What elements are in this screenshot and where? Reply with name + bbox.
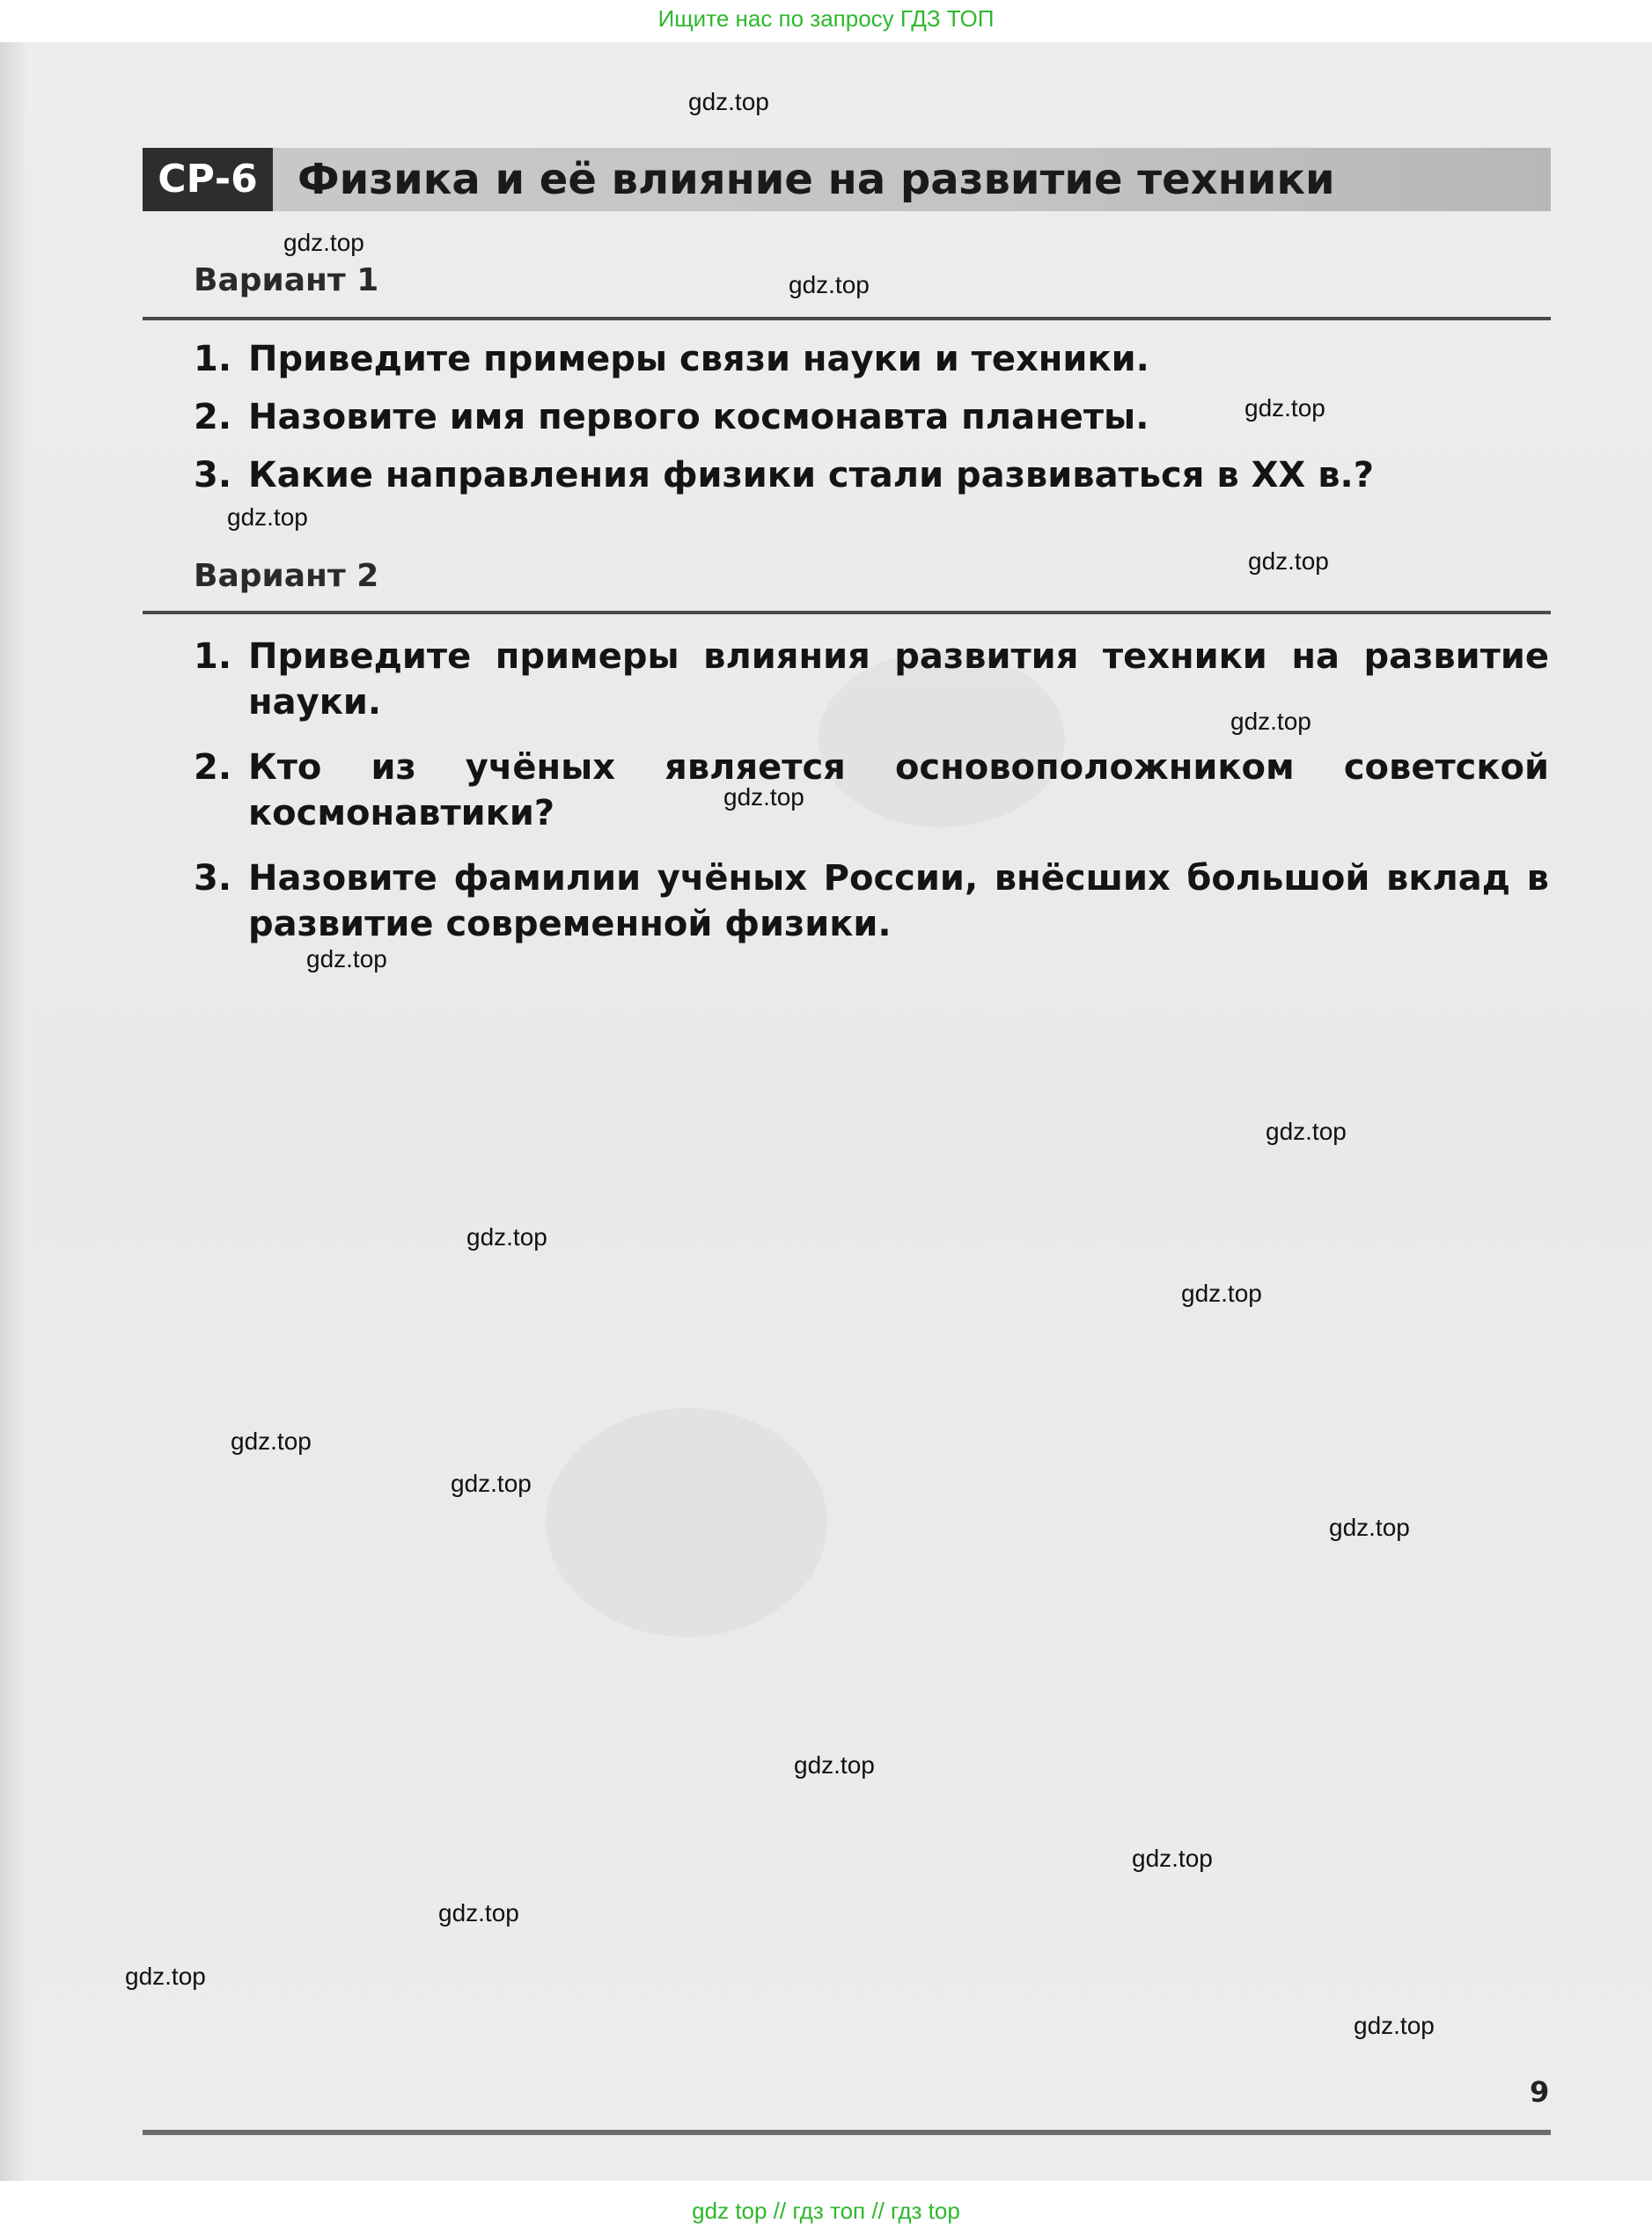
watermark: gdz.top	[1132, 1845, 1213, 1872]
watermark: gdz.top	[438, 1899, 519, 1926]
question-item	[194, 745, 1549, 836]
watermark: gdz.top	[466, 1223, 547, 1251]
variant-1-divider	[143, 317, 1551, 320]
bottom-rule	[143, 2130, 1551, 2135]
bottom-banner[interactable]: gdz top // гдз топ // гдз top	[0, 2191, 1652, 2231]
variant-1-title: Вариант 1	[194, 262, 379, 298]
page-edge-shadow	[0, 42, 26, 2181]
variant-2-title: Вариант 2	[194, 558, 379, 594]
question-text: Приведите примеры влияния развития техники на развитие науки.	[248, 636, 1549, 723]
question-number: 2.	[194, 747, 232, 788]
section-title: Физика и её влияние на развитие техники	[297, 155, 1335, 204]
show-through-blob	[546, 1408, 827, 1637]
question-item	[194, 394, 1549, 440]
watermark: gdz.top	[1248, 547, 1329, 575]
watermark: gdz.top	[283, 229, 364, 256]
watermark: gdz.top	[688, 88, 769, 115]
watermark: gdz.top	[451, 1470, 532, 1497]
question-text: Назовите имя первого космонавта планеты.	[248, 397, 1149, 437]
variant-2-divider	[143, 611, 1551, 614]
watermark: gdz.top	[1230, 708, 1311, 735]
watermark: gdz.top	[1181, 1280, 1262, 1307]
question-text: Назовите фамилии учёных России, внёсших большой вклад в развитие современной физики.	[248, 858, 1549, 944]
section-code-badge: СР-6	[143, 148, 273, 211]
question-number: 3.	[194, 858, 232, 899]
watermark: gdz.top	[1266, 1118, 1347, 1145]
variant-2-questions	[194, 634, 1549, 947]
watermark: gdz.top	[227, 503, 308, 531]
watermark: gdz.top	[1354, 2012, 1435, 2039]
watermark: gdz.top	[1245, 394, 1325, 422]
question-number: 1.	[194, 636, 232, 677]
question-number: 3.	[194, 455, 232, 495]
question-number: 2.	[194, 397, 232, 437]
question-text: Какие направления физики стали развиваться в XX в.?	[248, 455, 1374, 495]
watermark: gdz.top	[723, 783, 804, 811]
page-number: 9	[1530, 2075, 1550, 2109]
watermark: gdz.top	[306, 945, 387, 972]
watermark: gdz.top	[1329, 1514, 1410, 1541]
watermark: gdz.top	[789, 271, 870, 298]
variant-1-questions	[194, 336, 1549, 498]
watermark: gdz.top	[231, 1427, 312, 1455]
watermark: gdz.top	[125, 1963, 206, 1990]
question-item	[194, 634, 1549, 725]
watermark: gdz.top	[794, 1751, 875, 1779]
question-text: Кто из учёных является основоположником советской космонавтики?	[248, 747, 1549, 833]
question-text: Приведите примеры связи науки и техники.	[248, 339, 1149, 379]
question-item	[194, 452, 1549, 498]
question-number: 1.	[194, 339, 232, 379]
question-item	[194, 855, 1549, 947]
question-item	[194, 336, 1549, 382]
top-banner[interactable]: Ищите нас по запросу ГДЗ ТОП	[657, 5, 995, 32]
